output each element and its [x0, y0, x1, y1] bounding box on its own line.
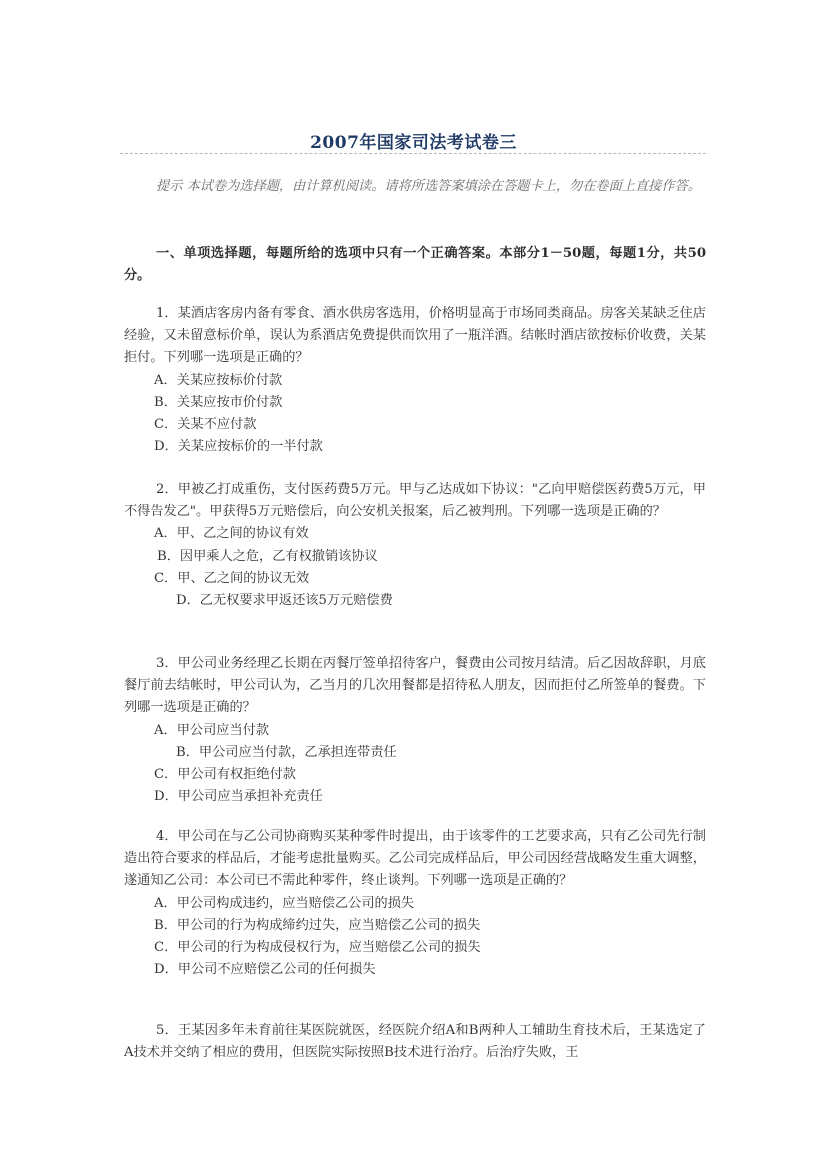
question-stem: 1．某酒店客房内备有零食、酒水供房客选用，价格明显高于市场同类商品。房客关某缺乏住店经验，又未留意标价单，误认为系酒店免费提供而饮用了一瓶洋酒。结帐时酒店欲按标价收费，关某拒付。下列哪一选项是正确的？: [124, 306, 706, 366]
option-c: C．甲公司的行为构成侵权行为，应当赔偿乙公司的损失: [154, 940, 481, 956]
option-d: D．乙无权要求甲返还该5万元赔偿费: [176, 593, 393, 609]
exam-notice: 提示 本试卷为选择题，由计算机阅读。请将所选答案填涂在答题卡上，勿在卷面上直接作答。: [156, 179, 701, 194]
option-a: A．甲、乙之间的协议有效: [154, 526, 309, 542]
question-2: [124, 479, 706, 612]
question-stem: 4．甲公司在与乙公司协商购买某种零件时提出，由于该零件的工艺要求高，只有乙公司先行制造出符合要求的样品后，才能考虑批量购买。乙公司完成样品后，甲公司因经营战略发生重大调整，遂通知乙公司：本公司已不需此种零件，终止谈判。下列哪一选项是正确的？: [124, 829, 706, 889]
section-heading: 一、单项选择题，每题所给的选项中只有一个正确答案。本部分1－50题，每题1分，共50分。: [124, 246, 706, 283]
question-4: [124, 826, 706, 981]
question-1: [124, 303, 706, 458]
option-b: B．因甲乘人之危，乙有权撤销该协议: [157, 548, 378, 564]
document-title: 2007年国家司法考试卷三: [310, 133, 517, 153]
option-b: B．关某应按市价付款: [154, 394, 283, 410]
option-a: A．甲公司应当付款: [154, 722, 270, 738]
title-divider: [120, 153, 706, 154]
option-a: A．甲公司构成违约，应当赔偿乙公司的损失: [154, 895, 415, 911]
option-d: D．关某应按标价的一半付款: [154, 439, 323, 455]
option-a: A．关某应按标价付款: [154, 372, 283, 388]
option-c: C．关某不应付款: [154, 417, 257, 433]
option-d: D．甲公司不应赔偿乙公司的任何损失: [154, 962, 376, 978]
question-5: [124, 1020, 706, 1064]
question-stem: 5．王某因多年未育前往某医院就医，经医院介绍A和B两种人工辅助生育技术后，王某选定了A技术并交纳了相应的费用，但医院实际按照B技术进行治疗。后治疗失败，王: [124, 1023, 706, 1061]
question-stem: 2．甲被乙打成重伤，支付医药费5万元。甲与乙达成如下协议："乙向甲赔偿医药费5万元，甲不得告发乙"。甲获得5万元赔偿后，向公安机关报案，后乙被判刑。下列哪一选项是正确的？: [124, 482, 706, 520]
option-b: B．甲公司的行为构成缔约过失，应当赔偿乙公司的损失: [154, 917, 481, 933]
option-c: C．甲、乙之间的协议无效: [154, 570, 310, 586]
question-3: [124, 653, 706, 808]
option-c: C．甲公司有权拒绝付款: [154, 767, 296, 783]
question-stem: 3．甲公司业务经理乙长期在丙餐厅签单招待客户，餐费由公司按月结清。后乙因故辞职，月底餐厅前去结帐时，甲公司认为，乙当月的几次用餐都是招待私人朋友，因而拒付乙所签单的餐费。下列哪一选项是正确的？: [124, 656, 706, 716]
option-b: B．甲公司应当付款，乙承担连带责任: [176, 744, 397, 760]
option-d: D．甲公司应当承担补充责任: [154, 789, 323, 805]
